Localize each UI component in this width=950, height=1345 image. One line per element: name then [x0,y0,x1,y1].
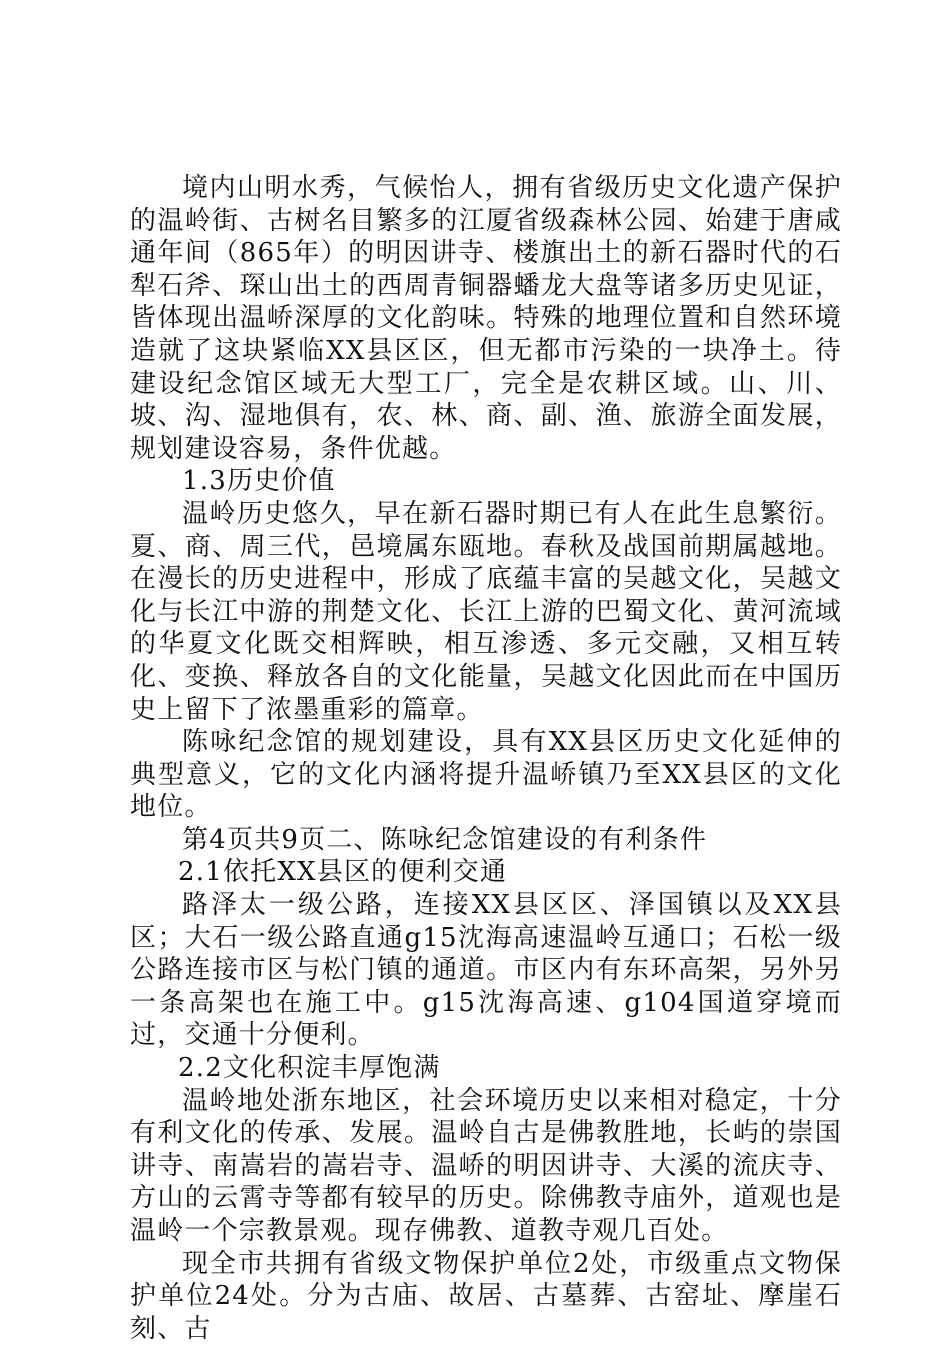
document-page [130,172,842,1345]
paragraph-history: 温岭历史悠久，早在新石器时期已有人在此生息繁衍。夏、商、周三代，邑境属东瓯地。春秋及战国前期属越地。在漫长的历史进程中，形成了底蕴丰富的吴越文化，吴越文化与长江中游的荆楚文化、长江上游的巴蜀文化、黄河流域的华夏文化既交相辉映，相互渗透、多元交融，又相互转化、变换、释放各自的文化能量，吴越文化因此而在中国历史上留下了浓墨重彩的篇章。 [130,498,842,725]
heading-historical-value: 1.3历史价值 [182,466,336,497]
heading-transport: 2.1依托XX县区的便利交通 [178,857,508,888]
paragraph-environment: 境内山明水秀，气候怡人，拥有省级历史文化遗产保护的温岭街、古树名目繁多的江厦省级森林公园、始建于唐咸通年间（865年）的明因讲寺、楼旗出土的新石器时代的石犁石斧、琛山出土的西周青铜器蟠龙大盘等诸多历史见证，皆体现出温峤深厚的文化韵味。特殊的地理位置和自然环境造就了这块紧临XX县区区，但无都市污染的一块净土。待建设纪念馆区域无大型工厂，完全是农耕区域。山、川、坡、沟、湿地俱有，农、林、商、副、渔、旅游全面发展，规划建设容易，条件优越。 [130,173,842,464]
paragraph-heritage-sites: 现全市共拥有省级文物保护单位2处，市级重点文物保护单位24处。分为古庙、故居、古墓葬、古窑址、摩崖石刻、古 [130,1248,842,1344]
heading-culture: 2.2文化积淀丰厚饱满 [178,1053,441,1084]
paragraph-memorial-significance: 陈咏纪念馆的规划建设，具有XX县区历史文化延伸的典型意义，它的文化内涵将提升温峤镇乃至XX县区的文化地位。 [130,727,842,823]
paragraph-transport: 路泽太一级公路，连接XX县区区、泽国镇以及XX县区；大石一级公路直通g15沈海高速温岭互通口；石松一级公路连接市区与松门镇的通道。市区内有东环高架，另外另一条高架也在施工中。g15沈海高速、g104国道穿境而过，交通十分便利。 [130,890,842,1051]
heading-section-two: 第4页共9页二、陈咏纪念馆建设的有利条件 [182,824,708,855]
paragraph-culture: 温岭地处浙东地区，社会环境历史以来相对稳定，十分有利文化的传承、发展。温岭自古是佛教胜地，长屿的崇国讲寺、南嵩岩的嵩岩寺、温峤的明因讲寺、大溪的流庆寺、方山的云霄寺等都有较早的历史。除佛教寺庙外，道观也是温岭一个宗教景观。现存佛教、道教寺观几百处。 [130,1085,842,1246]
